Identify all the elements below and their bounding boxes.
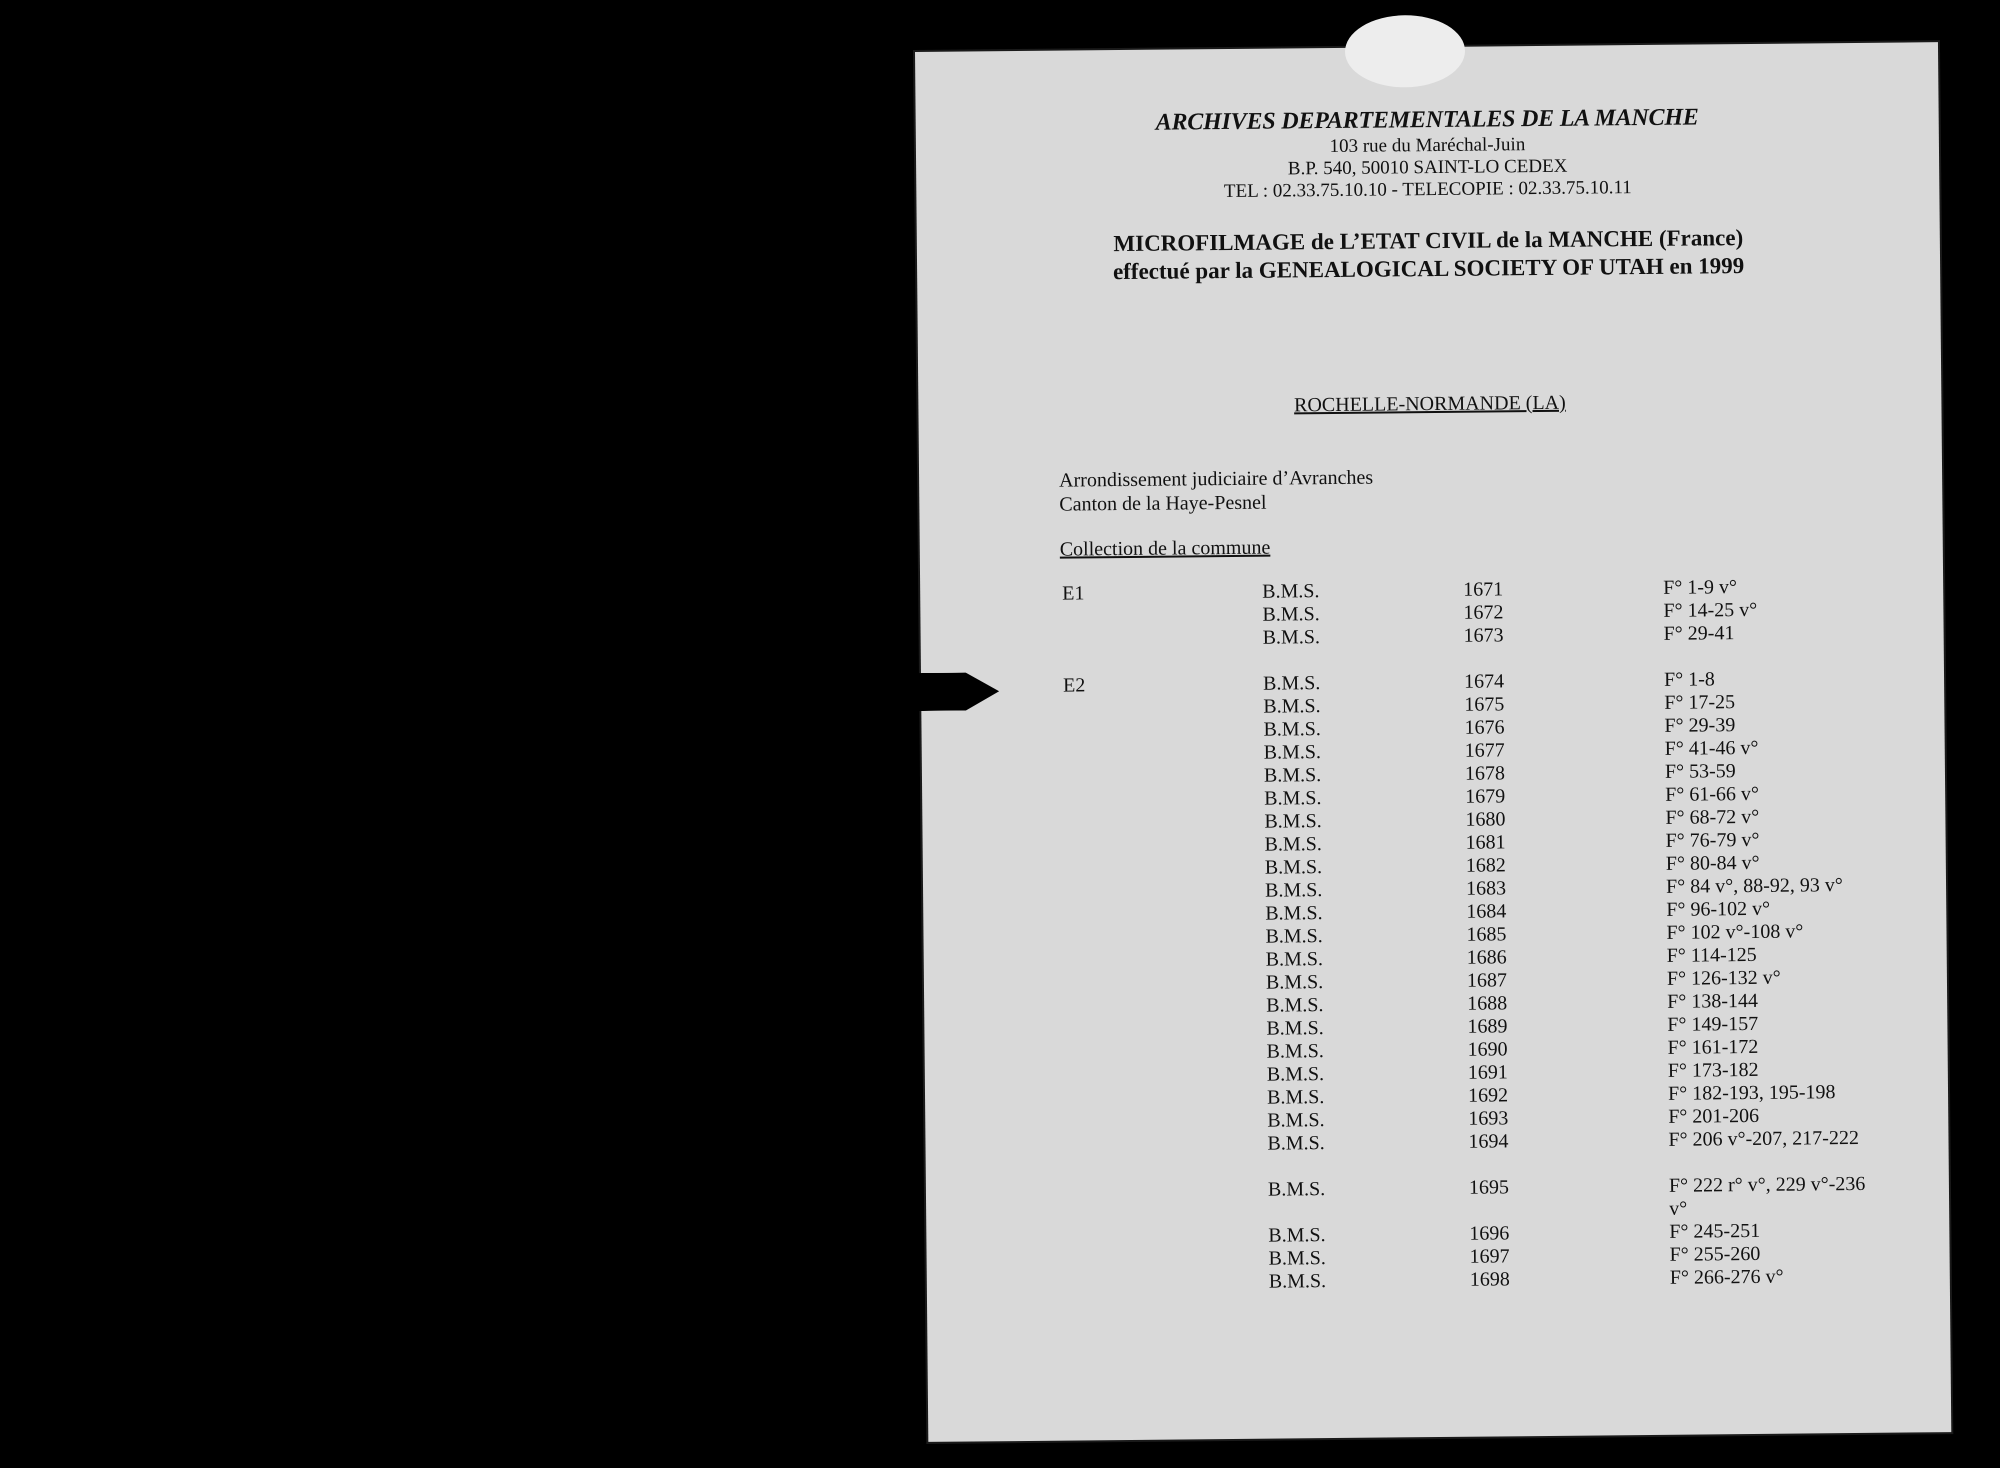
record-type: B.M.S.	[1268, 1270, 1327, 1293]
record-type: B.M.S.	[1265, 925, 1323, 948]
record-type: B.M.S.	[1263, 695, 1321, 718]
record-year: 1686	[1466, 946, 1507, 969]
record-type: B.M.S.	[1264, 833, 1322, 856]
record-cote: E1	[1062, 582, 1085, 605]
institution-title: ARCHIVES DEPARTEMENTALES DE LA MANCHE	[1155, 104, 1699, 136]
record-year: 1676	[1464, 716, 1505, 739]
canton-line: Canton de la Haye-Pesnel	[1059, 491, 1267, 516]
record-year: 1672	[1463, 601, 1504, 624]
record-year: 1691	[1467, 1061, 1508, 1084]
address-line-1: 103 rue du Maréchal-Juin	[1329, 134, 1526, 158]
record-type: B.M.S.	[1267, 1109, 1325, 1132]
microfilm-line-2: effectué par la GENEALOGICAL SOCIETY OF UTAH en 1999	[1112, 253, 1745, 285]
record-year: 1675	[1464, 693, 1505, 716]
record-type: B.M.S.	[1264, 856, 1323, 879]
record-year: 1679	[1465, 785, 1506, 808]
record-folios: F° 68-72 v°	[1665, 805, 1760, 829]
record-type: B.M.S.	[1266, 1086, 1325, 1109]
record-folios: F° 1-9 v°	[1663, 576, 1738, 599]
record-year: 1687	[1466, 969, 1508, 992]
record-year: 1697	[1469, 1245, 1510, 1268]
record-year: 1688	[1467, 992, 1508, 1015]
microfilm-notice	[917, 222, 1940, 288]
record-type: B.M.S.	[1266, 994, 1324, 1017]
record-type: B.M.S.	[1262, 672, 1321, 695]
record-folios: F° 245-251	[1669, 1219, 1761, 1243]
record-type: B.M.S.	[1267, 1178, 1326, 1201]
record-type: B.M.S.	[1265, 948, 1324, 971]
record-folios: F° 255-260	[1669, 1242, 1761, 1266]
record-folios: F° 1-8	[1663, 668, 1715, 691]
record-type: B.M.S.	[1262, 626, 1320, 649]
record-year: 1677	[1464, 739, 1505, 762]
arrondissement-line: Arrondissement judiciaire d’Avranches	[1059, 466, 1374, 492]
record-folios: F° 206 v°-207, 217-222	[1668, 1126, 1860, 1151]
record-folios: F° 149-157	[1667, 1012, 1759, 1036]
record-folios: F° 76-79 v°	[1665, 828, 1760, 852]
record-type: B.M.S.	[1265, 971, 1324, 994]
record-year: 1693	[1468, 1107, 1509, 1130]
record-folios: F° 114-125	[1666, 943, 1757, 967]
record-year: 1694	[1468, 1130, 1509, 1153]
record-type: B.M.S.	[1263, 741, 1322, 764]
record-year: 1673	[1463, 624, 1504, 647]
record-year: 1680	[1465, 808, 1506, 831]
collection-heading: Collection de la commune	[1059, 536, 1271, 561]
record-year: 1682	[1465, 854, 1506, 877]
record-folios: F° 102 v°-108 v°	[1666, 920, 1804, 944]
record-type: B.M.S.	[1262, 603, 1320, 626]
record-type: B.M.S.	[1266, 1017, 1324, 1040]
record-type: B.M.S.	[1263, 764, 1322, 787]
commune-title: ROCHELLE-NORMANDE (LA)	[1293, 391, 1566, 417]
record-folios: F° 173-182	[1667, 1058, 1759, 1082]
record-year: 1685	[1466, 923, 1507, 946]
record-year: 1683	[1465, 877, 1507, 900]
document-sheet	[915, 42, 1951, 1442]
record-folios: F° 14-25 v°	[1663, 598, 1758, 622]
record-year: 1671	[1463, 578, 1504, 601]
record-type: B.M.S.	[1264, 787, 1322, 810]
record-folios: F° 138-144	[1667, 989, 1759, 1013]
record-year: 1678	[1464, 762, 1506, 785]
record-year: 1674	[1463, 670, 1505, 693]
microfilm-line-1: MICROFILMAGE de L’ETAT CIVIL de la MANCHE (France)	[1113, 225, 1744, 257]
record-type: B.M.S.	[1266, 1063, 1325, 1086]
record-folios: F° 222 r° v°, 229 v°-236 v°	[1668, 1172, 1866, 1220]
record-year: 1681	[1465, 831, 1506, 854]
record-type: B.M.S.	[1265, 902, 1323, 925]
record-folios: F° 96-102 v°	[1666, 897, 1771, 921]
record-year: 1695	[1468, 1176, 1510, 1199]
address-line-2: B.P. 540, 50010 SAINT-LO CEDEX	[1287, 155, 1568, 180]
record-folios: F° 201-206	[1668, 1104, 1760, 1128]
record-type: B.M.S.	[1262, 580, 1320, 603]
record-folios: F° 84 v°, 88-92, 93 v°	[1665, 874, 1843, 898]
record-folios: F° 80-84 v°	[1665, 851, 1760, 875]
record-type: B.M.S.	[1267, 1132, 1325, 1155]
record-type: B.M.S.	[1264, 879, 1323, 902]
record-type: B.M.S.	[1268, 1247, 1326, 1270]
record-type: B.M.S.	[1268, 1224, 1326, 1247]
record-year: 1692	[1467, 1084, 1509, 1107]
record-type: B.M.S.	[1263, 718, 1321, 741]
record-type: B.M.S.	[1264, 810, 1322, 833]
record-year: 1690	[1467, 1038, 1508, 1061]
record-folios: F° 29-41	[1663, 622, 1735, 645]
record-folios: F° 161-172	[1667, 1035, 1759, 1059]
record-year: 1689	[1467, 1015, 1508, 1038]
record-folios: F° 266-276 v°	[1669, 1265, 1784, 1289]
record-cote: E2	[1062, 674, 1086, 697]
record-folios: F° 17-25	[1664, 691, 1736, 714]
phone-line: TEL : 02.33.75.10.10 - TELECOPIE : 02.33.75.10.11	[1223, 177, 1632, 203]
record-year: 1684	[1466, 900, 1507, 923]
record-folios: F° 61-66 v°	[1665, 782, 1760, 806]
record-folios: F° 53-59	[1664, 760, 1736, 783]
record-type: B.M.S.	[1266, 1040, 1324, 1063]
records-table	[920, 574, 1950, 1297]
record-folios: F° 41-46 v°	[1664, 736, 1759, 760]
record-folios: F° 126-132 v°	[1666, 966, 1781, 990]
record-year: 1698	[1469, 1268, 1510, 1291]
record-folios: F° 182-193, 195-198	[1667, 1081, 1836, 1105]
punch-hole	[1345, 15, 1466, 88]
record-year: 1696	[1469, 1222, 1510, 1245]
record-folios: F° 29-39	[1664, 714, 1736, 737]
